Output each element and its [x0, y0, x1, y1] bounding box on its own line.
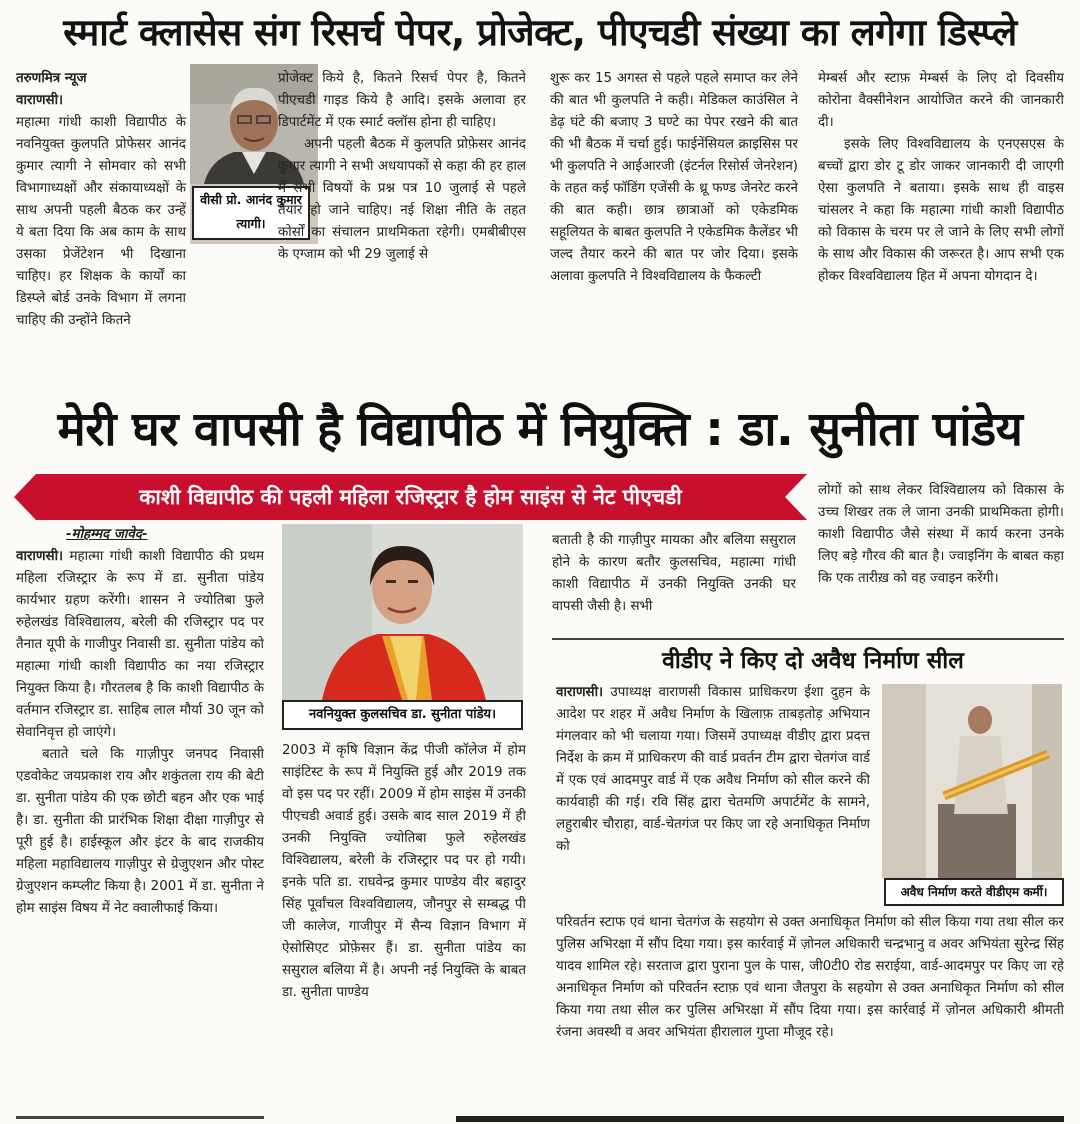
- byline: तरुणमित्र न्यूज: [16, 71, 87, 86]
- story1-col2-para1: प्रोजेक्ट किये है, कितने रिसर्च पेपर है, कितने पीएचडी गाइड किये है आदि। इसके अलावा हर डिपार्टमेंट में एक स्मार्ट क्लॉस होना ही चाहिए।: [278, 71, 526, 130]
- dateline: वाराणसी।: [16, 93, 64, 108]
- photo-caption-vda: अवैध निर्माण करते वीडीएम कर्मी।: [884, 878, 1064, 906]
- headline-sunita-pandey: मेरी घर वापसी है विद्यापीठ में नियुक्ति : डा. सुनीता पांडेय: [57, 402, 1023, 457]
- photo-caption-sunita: नवनियुक्त कुलसचिव डा. सुनीता पांडेय।: [282, 700, 523, 730]
- story1-column-3: [550, 68, 798, 378]
- story2-column-1: [16, 524, 264, 1114]
- dateline: वाराणसी।: [16, 549, 64, 564]
- story2-col4-text: लोगों को साथ लेकर विश्विद्यालय को विकास के उच्च शिखर तक ले जाना उनकी प्राथमिकता होगी। काशी विद्यापीठ जैसे संस्था में कार्य करना उनके लिए बड़े गौरव की बात है। ज्वाइनिंग के बाबत कहा कि एक तारीख़ को वह ज्वाइन करेंगी।: [818, 483, 1064, 586]
- story2-col3-text: बताती है की गाज़ीपुर मायका और बलिया ससुराल होने के कारण बतौर कुलसचिव, महात्मा गांधी काशी विद्यापीठ में उनकी नियुक्ति उनकी घर वापसी जैसी है। सभी: [552, 533, 796, 614]
- headline-smart-classes: स्मार्ट क्लासेस संग रिसर्च पेपर, प्रोजेक्ट, पीएचडी संख्या का लगेगा डिस्प्ले: [63, 11, 1017, 54]
- story2-column-3: [552, 530, 796, 640]
- story3-para1: उपाध्यक्ष वाराणसी विकास प्राधिकरण ईशा दुहन के आदेश पर शहर में अवैध निर्माण के खिलाफ़ ताबड़तोड़ अभियान मंगलवार को भी चलाया गया। जिसमें उपाध्यक्ष वीडीए द्वारा प्रदत्त निर्देश के क्रम में प्राधिकरण की वार्ड प्रवर्तन टीम द्वारा चेतगंज वार्ड में एक एवं आदमपुर वार्ड में एक अवैध निर्माण को सील करने की कार्यवाही की गई। रवि सिंह द्वारा चेतमणि अपार्टमेंट के सामने, लहुराबीर चौराहा, वार्ड-चेतगंज पर किए जा रहे अनाधिकृत निर्माण को: [556, 685, 870, 854]
- divider-rule: [552, 638, 1064, 640]
- bottom-rule-left: [16, 1116, 264, 1119]
- story2-col2-text: 2003 में कृषि विज्ञान केंद्र पीजी कॉलेज में होम साइंटिस्ट के रूप में नियुक्ति हुई और 2019 तक वो इस पद पर रहीं। 2009 में होम साइंस में उनकी पीएचडी अवार्ड हुई। उसके बाद साल 2019 में ही उनकी नियुक्ति ज्योतिबा फुले रुहेलखंड विश्विद्यालय, बरेली के रजिस्ट्रार पद पर हो गयी। इनके पति डा. राघवेन्द्र कुमार पाण्डेय वीर बहादुर सिंह पूर्वांचल विश्वविद्यालय, जौनपुर से सम्बद्ध पी जी कालेज, गाजीपुर में सैन्य विज्ञान विभाग में ऐसोसिएट प्रोफ़ेसर हैं। डा. सुनीता पांडेय का ससुराल बलिया में है। अपनी नई नियुक्ति के बाबत डा. सुनीता पाण्डेय: [282, 743, 526, 1000]
- bottom-rule-right: [456, 1116, 1064, 1122]
- story3-column-wide: [556, 912, 1064, 1110]
- story2-column-4: [818, 480, 1064, 636]
- story1-column-4: [818, 68, 1064, 378]
- story2-col1-para1: महात्मा गांधी काशी विद्यापीठ की प्रथम महिला रजिस्ट्रार के रूप में डा. सुनीता पांडेय कार्यभार ग्रहण करेंगी। शासन ने ज्योतिबा फुले रुहेलखंड विश्विद्यालय, बरेली की रजिस्ट्रार पद पर तैनात यूपी के गाजीपुर निवासी डा. सुनीता पांडेय को महात्मा गांधी काशी विद्यापीठ का नया रजिस्ट्रार नियुक्त किया है। गौरतलब है कि काशी विद्यापीठ के वर्तमान रजिस्ट्रार डा. साहिब लाल मौर्या 30 जून को सेवानिवृत्त हो जाएंगे।: [16, 549, 264, 740]
- story2-column-2: [282, 740, 526, 1114]
- story3-column-narrow: [556, 682, 870, 914]
- photo-sunita-pandey: [282, 524, 523, 700]
- story1-column-1: [16, 68, 256, 378]
- story1-col3-text: शुरू कर 15 अगस्त से पहले पहले समाप्त कर लेने की बात भी कुलपति ने कही। मेडिकल काउंसिल ने डेढ़ घंटे की बजाए 3 घण्टे का पेपर रखने की बात की भी बैठक में चर्चा हुई। फाईनेंसियल क्राइसिस पर भी कुलपति ने आईआरजी (इंटर्नल रिसोर्स जेनरेशन) के तहत कई फॉडिंग एजेंसी के थ्रू फण्ड जेनरेट करने की बात कही। छात्र छात्राओं को एकेडमिक सहूलियत के बाबत कुलपति ने एकेडमिक कैलेंडर भी जल्द तैयार करने की बात पर जोर दिया। इसके अलावा कुलपति ने विश्वविद्यालय के फैकल्टी: [550, 71, 798, 284]
- story3-para2: परिवर्तन स्टाफ एवं थाना चेतगंज के सहयोग से उक्त अनाधिकृत निर्माण को सील किया गया तथा सील कर पुलिस अभिरक्षा में सौंप दिया गया। इस कार्रवाई में ज़ोनल अधिकारी चन्द्रभानु व अवर अभियंता सुरेन्द्र सिंह यादव शामिल रहे। सरताज द्वारा पुराना पुल के पास, जी0टी0 रोड सराईया, वार्ड-आदमपुर पर किए जा रहे अनाधिकृत निर्माण को परिवर्तन स्टाफ़ एवं थाना जैतपुरा के सहयोग से उक्त अनाधिकृत निर्माण को सील किया गया तथा सील कर पुलिस अभिरक्षा में सौंप दिया गया। इस कार्रवाई में ज़ोनल अधिकारी श्रीमती रंजना अवस्थी व अवर अभियंता हीरालाल गुप्ता मौजूद रहे।: [556, 915, 1064, 1040]
- banner-subheadline: काशी विद्यापीठ की पहली महिला रजिस्ट्रार है होम साइंस से नेट पीएचडी: [139, 485, 682, 509]
- story1-col2-para2: अपनी पहली बैठक में कुलपति प्रोफ़ेसर आनंद कुमार त्यागी ने सभी अधयापकों से कहा की हर हाल में सभी विषयों के प्रश्न पत्र 10 जुलाई से पहले तैयार हो जाने चाहिए। नई शिक्षा नीति के तहत कोर्सों का संचालन प्राथमिकता रहेगी। एमबीबीएस के एग्जाम को भी 29 जुलाई से: [278, 137, 526, 262]
- headline-vda-seal: वीडीए ने किए दो अवैध निर्माण सील: [662, 648, 964, 674]
- story2-col1-para2: बताते चले कि गाज़ीपुर जनपद निवासी एडवोकेट जयप्रकाश राय और शकुंतला राय की बेटी डा. सुनीता पांडेय की एक छोटी बहन और एक भाई है। डा. सुनीता की प्रारंभिक शिक्षा दीक्षा गाज़ीपुर से पूरी हुई है। हाईस्कूल और इंटर के बाद राजकीय महिला महाविद्यालय गाज़ीपुर से ग्रेजुएशन और पोस्ट ग्रेजुएशन कम्प्लीट किया है। 2001 में डा. सुनीता ने होम साइंस विषय में नेट क्वालीफाई किया।: [16, 747, 264, 916]
- dateline: वाराणसी।: [556, 685, 604, 700]
- story1-col1-text: महात्मा गांधी काशी विद्यापीठ के नवनियुक्त कुलपति प्रोफेसर आनंद कुमार त्यागी ने सोमवार को सभी विभागाध्यक्षों और संकायाध्यक्षों के साथ अपनी पहली बैठक कर उन्हें ये बता दिया कि अब काम के साथ उसका प्रेजेंटेशन भी दिखाना चाहिए। हर शिक्षक के कार्यों का डिस्प्ले बोर्ड उनके विभाग में लगना चाहिए की उन्होंने कितने: [16, 115, 186, 328]
- photo-caption-vc: वीसी प्रो. आनंद कुमार त्यागी।: [192, 186, 310, 240]
- story1-column-2: [278, 68, 526, 378]
- photo-vda-workers: [882, 684, 1062, 878]
- byline-mohammad-javed: -मोहम्मद जावेद-: [66, 527, 148, 542]
- story1-col4-para2: इसके लिए विश्वविद्यालय के एनएसएस के बच्चों द्वारा डोर टू डोर जाकर जानकारी दी जाएगी ऐसा कुलपति ने बताया। इसके साथ ही वाइस चांसलर ने कहा कि महात्मा गांधी काशी विद्यापीठ को विकास के चरम पर ले जाने के लिए सभी लोगों के साथ और विकास की जरूरत है। आप सभी एक होकर विश्वविद्यालय हित में अपना योगदान दे।: [818, 137, 1064, 284]
- story1-col4-para1: मेम्बर्स और स्टाफ़ मेम्बर्स के लिए दो दिवसीय कोरोना वैक्सीनेशन आयोजित करने की जानकारी दी।: [818, 71, 1064, 130]
